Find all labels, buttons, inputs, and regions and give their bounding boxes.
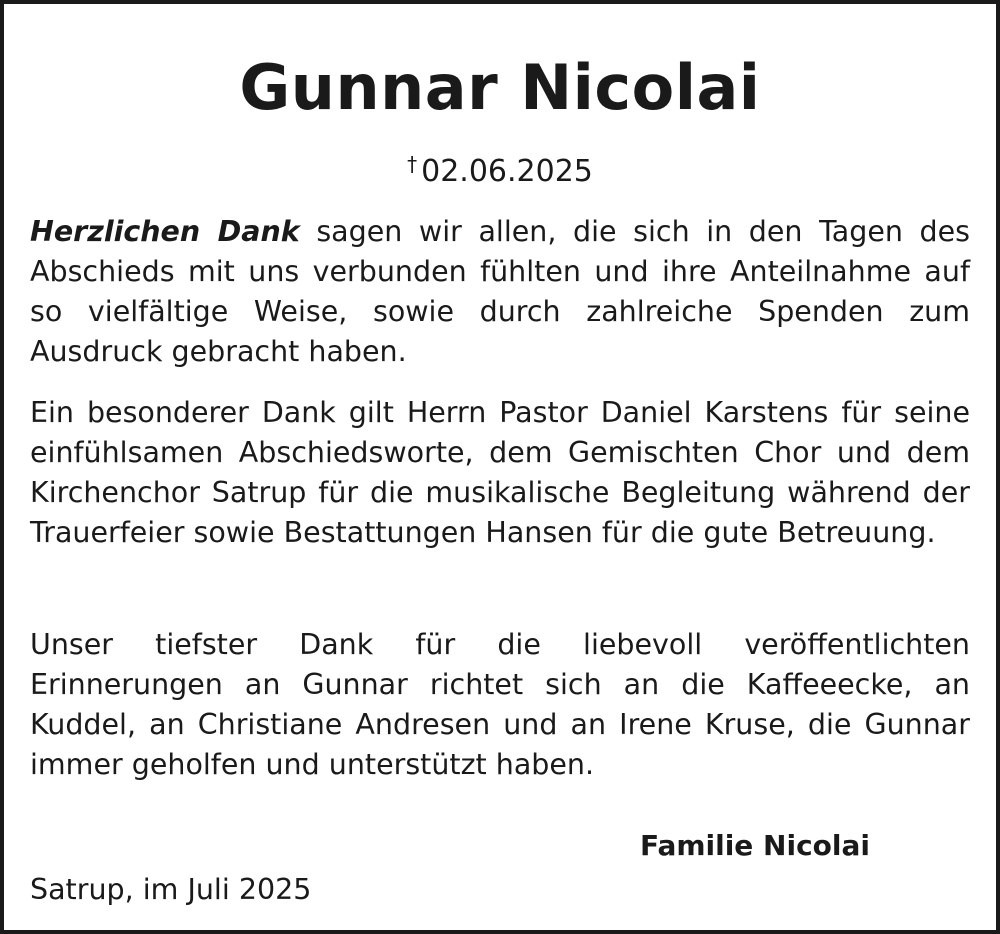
thanks-lead: Herzlichen Dank [30, 215, 300, 248]
family-signature: Familie Nicolai [639, 829, 870, 862]
death-date: 02.06.2025 [421, 154, 593, 189]
deceased-name: Gunnar Nicolai [239, 51, 761, 124]
place-date: Satrup, im Juli 2025 [30, 873, 312, 906]
thanks-paragraph-3: Unser tiefster Dank für die liebevoll veröffentlichten Erinnerungen an Gunnar richtet sich an die Kaffeeecke, an Kuddel, an Christiane Andresen und an Irene Kruse, die Gunnar immer geholfen und unterstützt haben. [30, 628, 970, 781]
thanks-paragraph-2: Ein besonderer Dank gilt Herrn Pastor Daniel Karstens für seine einfühlsamen Abschiedsworte, dem Gemischten Chor und dem Kirchenchor Satrup für die musikalische Begleitung während der Trauerfeier sowie Bestattungen Hansen für die gute Betreuung. [30, 396, 970, 549]
cross-icon: † [407, 152, 418, 176]
thanks-paragraph-1-text: sagen wir allen, die sich in den Tagen des Abschieds mit uns verbunden fühlten und ihre Anteilnahme auf so vielfältige Weise, sowie durch zahlreiche Spenden zum Ausdruck gebracht haben. [30, 215, 970, 368]
thanks-paragraph-1 [30, 212, 970, 372]
death-date-line [4, 144, 996, 192]
